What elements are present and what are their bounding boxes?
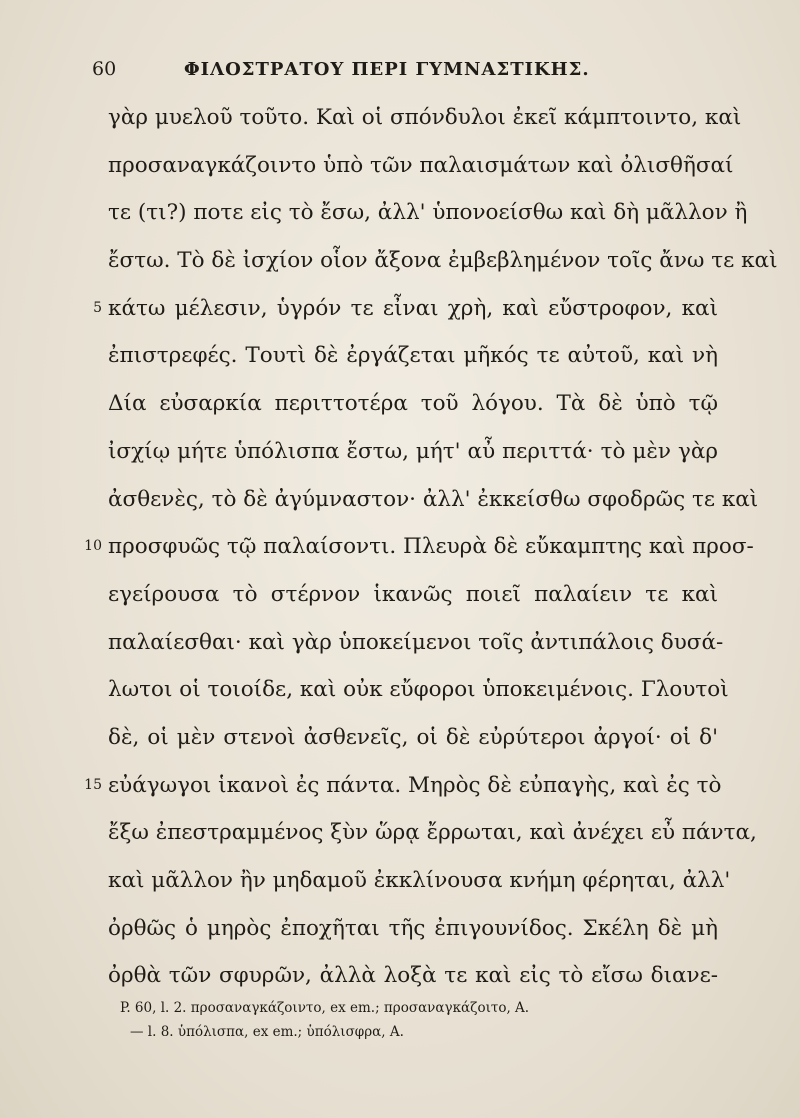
text-line (78, 428, 718, 476)
line-text: προσαναγκάζοιντο ὑπὸ τῶν παλαισμάτων καὶ ὀλισθῆσαί (108, 152, 734, 178)
text-line (78, 666, 729, 714)
line-text: ὀρθῶς ὁ μηρὸς ἐποχῆται τῆς ἐπιγουνίδος. Σκέλη δὲ μὴ (108, 915, 718, 941)
line-number: 10 (84, 538, 102, 555)
line-text: Δία εὐσαρκία περιττοτέρα τοῦ λόγου. Τὰ δὲ ὑπὸ τῷ (108, 391, 718, 417)
text-line (78, 809, 757, 857)
text-line (78, 571, 718, 619)
text-line (78, 237, 778, 285)
text-line (78, 94, 742, 142)
text-line (78, 523, 754, 571)
text-line (78, 476, 759, 524)
line-text: κάτω μέλεσιν, ὑγρόν τε εἶναι χρὴ, καὶ εὔστροφον, καὶ (108, 295, 718, 321)
line-text: τε (τι?) ποτε εἰς τὸ ἔσω, ἀλλ' ὑπονοείσθω καὶ δὴ μᾶλλον ἢ (108, 200, 748, 226)
page-header (92, 58, 650, 88)
line-text: ἀσθενὲς, τὸ δὲ ἀγύμναστον· ἀλλ' ἐκκείσθω σφοδρῶς τε καὶ (108, 486, 759, 512)
line-text: εγείρουσα τὸ στέρνον ἱκανῶς ποιεῖ παλαίειν τε καὶ (108, 581, 718, 607)
text-line (78, 142, 734, 190)
line-text: ἔστω. Τὸ δὲ ἰσχίον οἷον ἄξονα ἐμβεβλημένον τοῖς ἄνω τε καὶ (108, 248, 778, 274)
text-line (78, 189, 748, 237)
line-text: ἐπιστρεφές. Τουτὶ δὲ ἐργάζεται μῆκός τε αὐτοῦ, καὶ νὴ (108, 343, 718, 369)
note-line: — l. 8. ὑπόλισπα, ex em.; ὑπόλισφρα, A. (130, 1024, 404, 1040)
text-line (78, 714, 718, 762)
line-text: δὲ, οἱ μὲν στενοὶ ἀσθενεῖς, οἱ δὲ εὐρύτεροι ἀργοί· οἱ δ' (108, 724, 718, 750)
text-line (78, 332, 718, 380)
line-text: ἰσχίῳ μήτε ὑπόλισπα ἔστω, μήτ' αὖ περιττά· τὸ μὲν γὰρ (108, 438, 718, 464)
line-text: παλαίεσθαι· καὶ γὰρ ὑποκείμενοι τοῖς ἀντιπάλοις δυσά- (108, 629, 724, 655)
line-text: καὶ μᾶλλον ἢν μηδαμοῦ ἐκκλίνουσα κνήμη φέρηται, ἀλλ' (108, 868, 731, 893)
critical-notes (120, 996, 680, 1044)
text-line (78, 285, 718, 333)
note-line: P. 60, l. 2. προσαναγκάζοιντο, ex em.; προσαναγκάζοιτο, A. (120, 1000, 530, 1016)
line-text: λωτοι οἱ τοιοίδε, καὶ οὐκ εὔφοροι ὑποκειμένοις. Γλουτοὶ (108, 677, 729, 703)
line-text: ἔξω ἐπεστραμμένος ξὺν ὥρᾳ ἔρρωται, καὶ ἀνέχει εὖ πάντα, (108, 820, 757, 846)
line-number: 15 (84, 776, 102, 793)
line-text: εὐάγωγοι ἱκανοὶ ἐς πάντα. Μηρὸς δὲ εὐπαγὴς, καὶ ἐς τὸ (108, 772, 722, 798)
text-line (78, 905, 718, 953)
line-text: προσφυῶς τῷ παλαίσοντι. Πλευρὰ δὲ εὔκαμπτης καὶ προσ- (108, 534, 754, 560)
text-line (78, 762, 722, 810)
page-number: 60 (92, 58, 117, 80)
text-line (78, 380, 718, 428)
main-text (78, 94, 778, 1000)
text-line (78, 619, 724, 667)
text-line (78, 952, 718, 1000)
line-text: ὀρθὰ τῶν σφυρῶν, ἀλλὰ λοξὰ τε καὶ εἰς τὸ εἴσω διανε- (108, 963, 718, 989)
text-line (78, 857, 731, 905)
running-head: ΦΙΛΟΣΤΡΑΤΟΥ ΠΕΡΙ ΓΥΜΝΑΣΤΙΚΗΣ. (184, 59, 590, 80)
line-text: γὰρ μυελοῦ τοῦτο. Καὶ οἱ σπόνδυλοι ἐκεῖ κάμπτοιντο, καὶ (108, 105, 742, 130)
line-number: 5 (93, 299, 102, 316)
